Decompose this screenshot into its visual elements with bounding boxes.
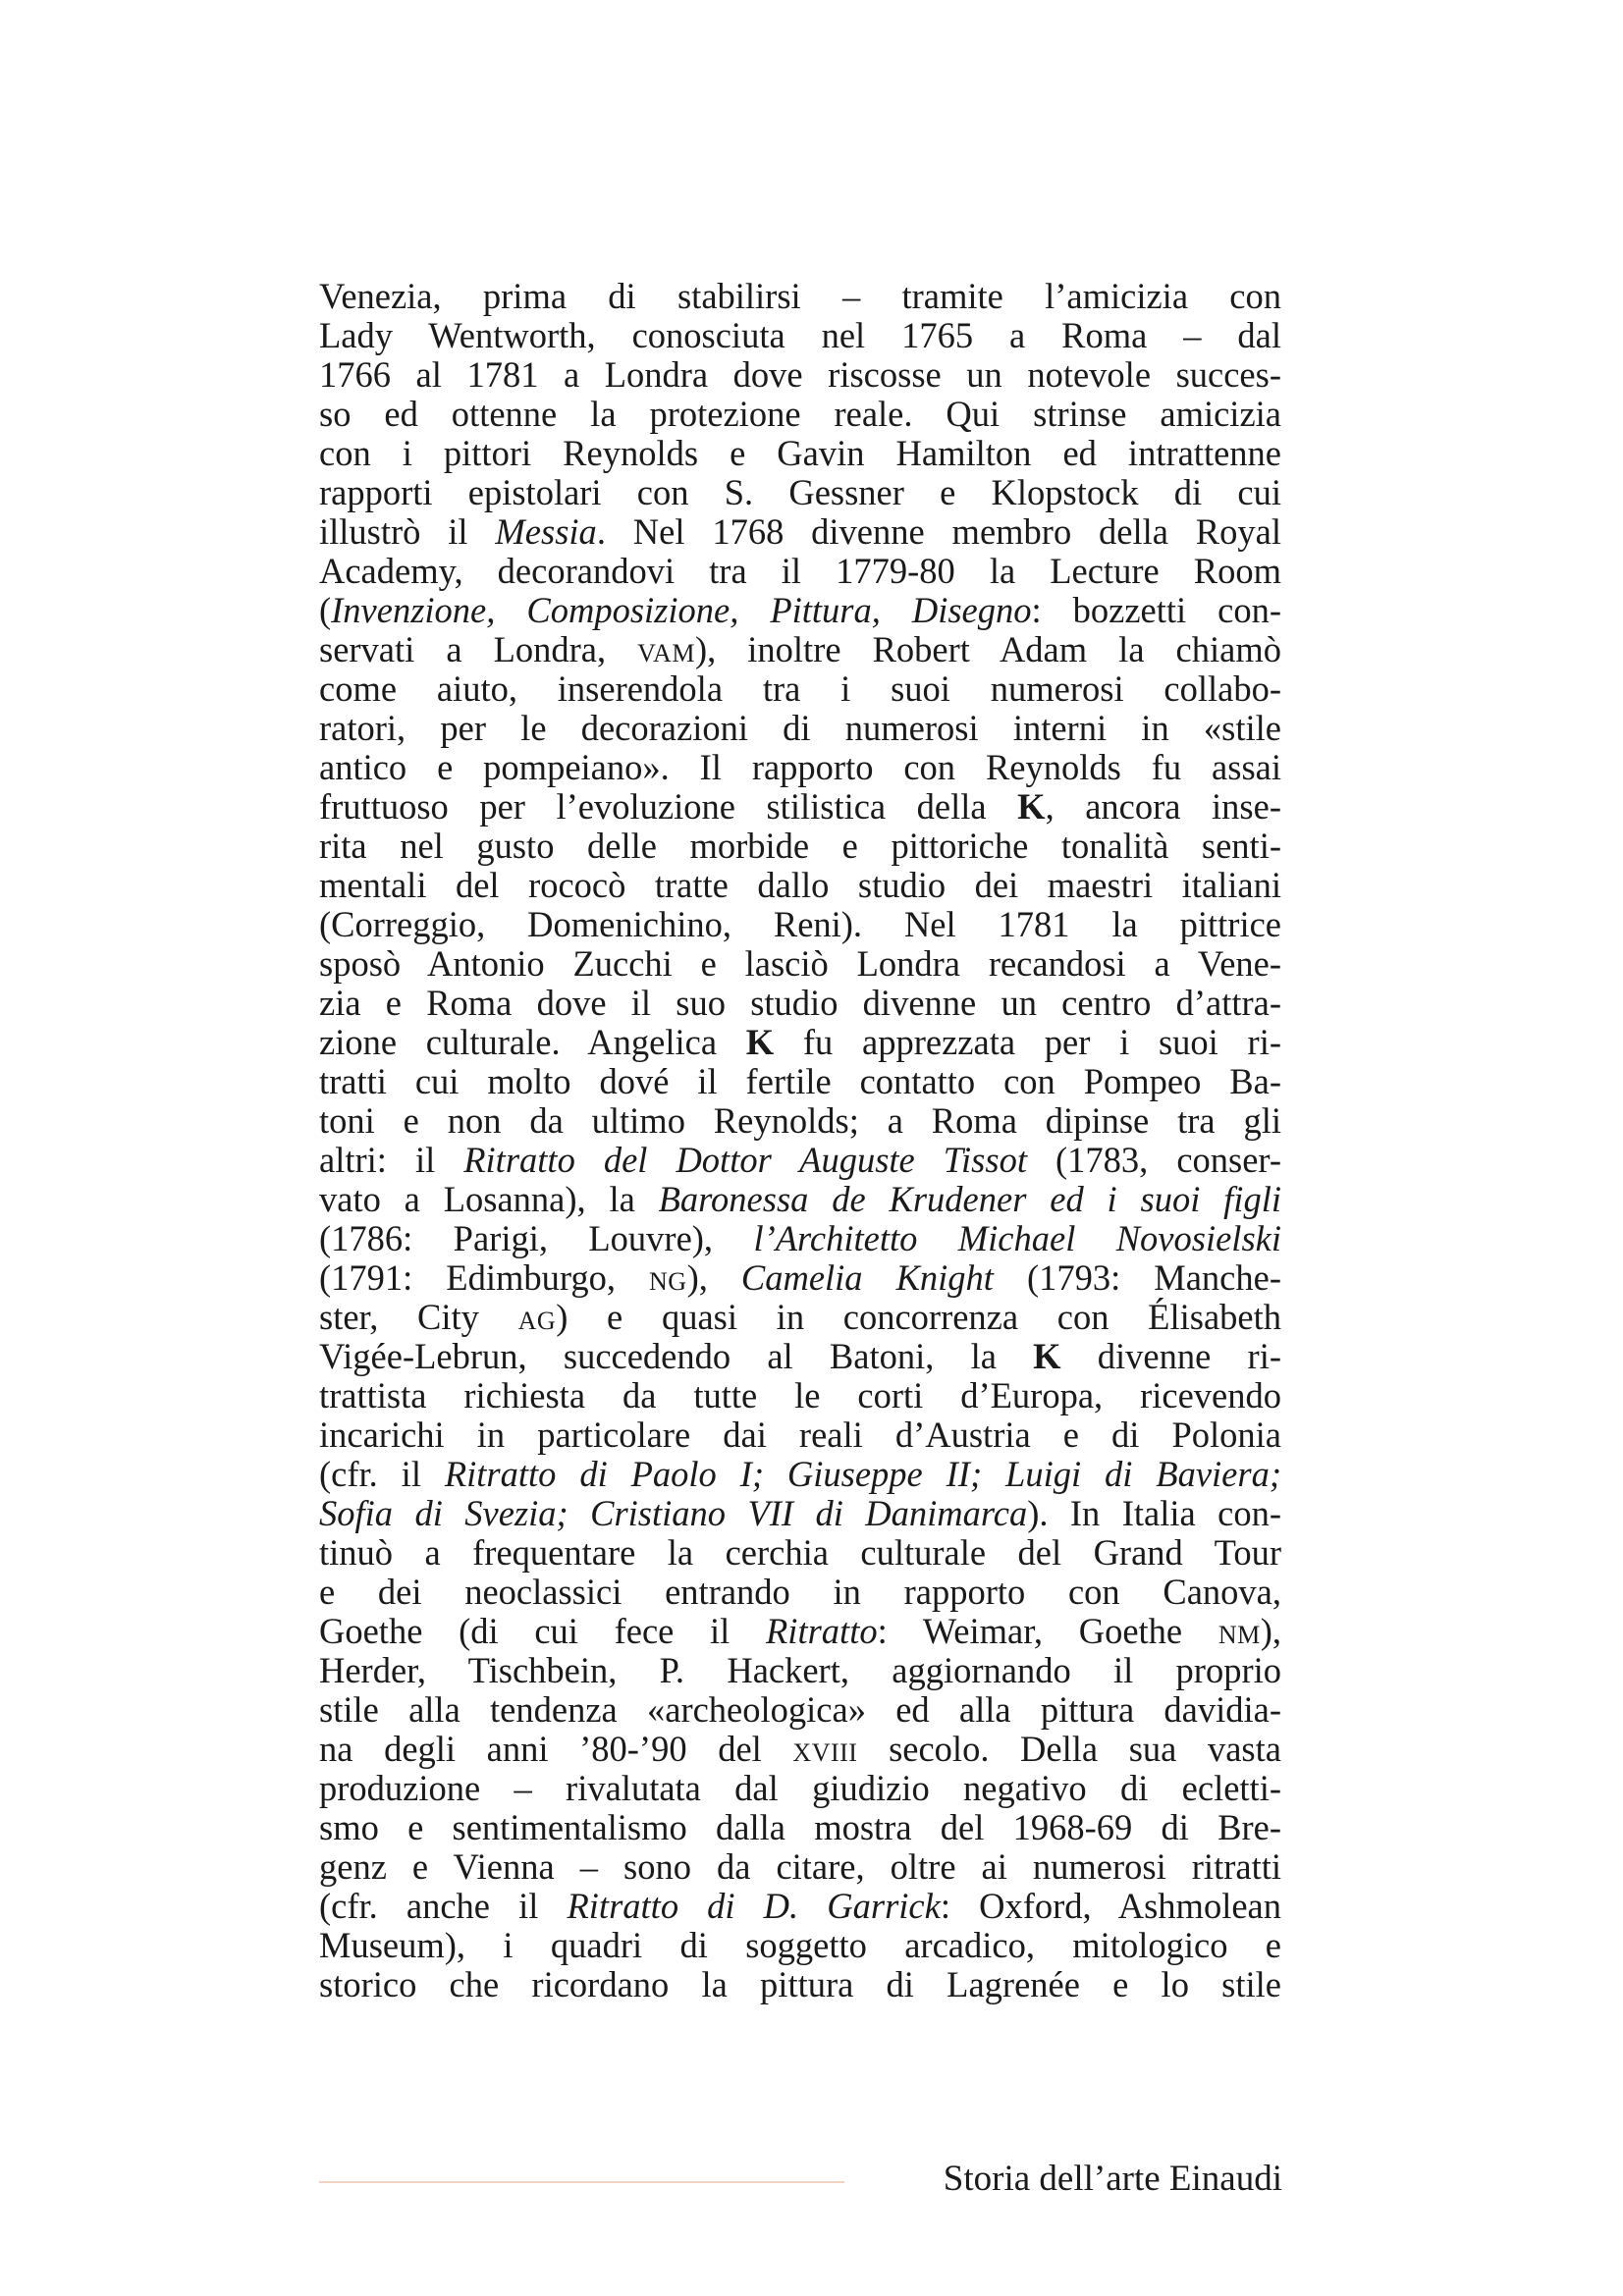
text-line xyxy=(319,1258,1281,1298)
text-segment: : Oxford, Ashmolean xyxy=(940,1886,1281,1926)
bold-initial: K xyxy=(1033,1336,1061,1376)
text-segment: ster, City xyxy=(319,1297,518,1337)
text-segment: fruttuoso per l’evoluzione stilistica della xyxy=(319,786,1018,827)
text-line xyxy=(319,1141,1281,1180)
text-segment: : bozzetti con- xyxy=(1031,590,1281,630)
footer-rule xyxy=(319,2181,844,2183)
text-line xyxy=(319,1180,1281,1219)
text-segment: divenne ri- xyxy=(1060,1336,1282,1376)
text-segment: ), inoltre Robert Adam la chiamò xyxy=(694,629,1281,669)
text-segment: sposò Antonio Zucchi e lasciò Londra recandosi a Vene- xyxy=(319,943,1281,984)
text-line xyxy=(319,1376,1281,1415)
text-line xyxy=(319,944,1281,984)
museum-abbreviation: ag xyxy=(517,1297,557,1337)
text-segment: (1793: Manche- xyxy=(993,1257,1281,1298)
text-segment: secolo. Della sua vasta xyxy=(857,1729,1281,1769)
text-segment: (cfr. il xyxy=(319,1454,445,1494)
text-line xyxy=(319,630,1281,669)
text-line xyxy=(319,434,1281,473)
text-segment: rita nel gusto delle morbide e pittoriche tonalità senti- xyxy=(319,826,1281,866)
text-segment: toni e non da ultimo Reynolds; a Roma dipinse tra gli xyxy=(319,1100,1281,1141)
text-segment: mentali del rococò tratte dallo studio dei maestri italiani xyxy=(319,865,1281,905)
body-text xyxy=(319,277,1281,2004)
bold-initial: K xyxy=(745,1022,775,1062)
text-line xyxy=(319,669,1281,709)
text-segment: rapporti epistolari con S. Gessner e Klopstock di cui xyxy=(319,472,1281,512)
text-line xyxy=(319,473,1281,512)
italic-title: Ritratto del Dottor Auguste Tissot xyxy=(463,1140,1027,1180)
text-line xyxy=(319,1023,1281,1062)
text-segment: illustrò il xyxy=(319,511,496,552)
italic-title: Ritratto di Paolo I; Giuseppe II; Luigi di Baviera; xyxy=(444,1454,1281,1494)
text-segment: tinuò a frequentare la cerchia culturale del Grand Tour xyxy=(319,1532,1281,1573)
footer-title: Storia dell’arte Einaudi xyxy=(943,2159,1282,2199)
text-segment: : Weimar, Goethe xyxy=(877,1611,1218,1651)
text-segment: servati a Londra, xyxy=(319,629,638,669)
text-segment: Herder, Tischbein, P. Hackert, aggiornando il proprio xyxy=(319,1650,1281,1690)
italic-title: l’Architetto Michael Novosielski xyxy=(753,1218,1281,1258)
text-segment: trattista richiesta da tutte le corti d’Europa, ricevendo xyxy=(319,1375,1281,1415)
text-segment: Lady Wentworth, conosciuta nel 1765 a Roma – dal xyxy=(319,315,1281,355)
italic-title: Messia xyxy=(495,511,597,552)
text-line xyxy=(319,552,1281,591)
text-line xyxy=(319,1573,1281,1612)
text-segment: so ed ottenne la protezione reale. Qui strinse amicizia xyxy=(319,394,1281,434)
text-segment: produzione – rivalutata dal giudizio negativo di ecletti- xyxy=(319,1768,1281,1808)
text-line xyxy=(319,905,1281,944)
text-segment: incarichi in particolare dai reali d’Austria e di Polonia xyxy=(319,1415,1281,1455)
italic-title: Camelia Knight xyxy=(740,1257,994,1298)
text-line xyxy=(319,709,1281,748)
text-segment: (cfr. anche il xyxy=(319,1886,568,1926)
text-segment: ) e quasi in concorrenza con Élisabeth xyxy=(556,1297,1281,1337)
text-segment: . Nel 1768 divenne membro della Royal xyxy=(596,511,1281,552)
text-line xyxy=(319,1415,1281,1455)
text-segment: (1791: Edimburgo, xyxy=(319,1257,650,1298)
text-line xyxy=(319,355,1281,395)
text-segment: (Correggio, Domenichino, Reni). Nel 1781 la pittrice xyxy=(319,904,1281,944)
text-line xyxy=(319,1887,1281,1926)
italic-title: Baronessa de Krudener ed i suoi figli xyxy=(658,1179,1281,1219)
text-segment: zione culturale. Angelica xyxy=(319,1022,746,1062)
text-line xyxy=(319,1219,1281,1258)
museum-abbreviation: vam xyxy=(637,629,695,669)
text-segment: come aiuto, inserendola tra i suoi numerosi collabo- xyxy=(319,668,1281,709)
text-line xyxy=(319,1651,1281,1690)
text-segment: altri: il xyxy=(319,1140,464,1180)
museum-abbreviation: nm xyxy=(1217,1611,1261,1651)
text-segment: genz e Vienna – sono da citare, oltre ai numerosi ritratti xyxy=(319,1846,1281,1887)
italic-title: Sofia di Svezia; Cristiano VII di Danimarca xyxy=(319,1493,1028,1533)
text-line xyxy=(319,827,1281,866)
text-line xyxy=(319,316,1281,355)
text-line xyxy=(319,1690,1281,1730)
text-line xyxy=(319,277,1281,316)
text-segment: Vigée-Lebrun, succedendo al Batoni, la xyxy=(319,1336,1034,1376)
text-segment: smo e sentimentalismo dalla mostra del 1968-69 di Bre- xyxy=(319,1807,1281,1847)
text-segment: vato a Losanna), la xyxy=(319,1179,659,1219)
text-line xyxy=(319,1965,1281,2004)
text-segment: storico che ricordano la pittura di Lagrenée e lo stile xyxy=(319,1964,1281,2004)
text-line xyxy=(319,1612,1281,1651)
text-segment: antico e pompeiano». Il rapporto con Reynolds fu assai xyxy=(319,747,1281,787)
bold-initial: K xyxy=(1017,786,1046,827)
text-line xyxy=(319,748,1281,787)
italic-title: Ritratto di D. Garrick xyxy=(567,1886,941,1926)
text-line xyxy=(319,395,1281,434)
text-segment: ), xyxy=(1260,1611,1281,1651)
text-segment: e dei neoclassici entrando in rapporto con Canova, xyxy=(319,1572,1281,1612)
text-line xyxy=(319,512,1281,552)
text-line xyxy=(319,1769,1281,1808)
text-segment: (1783, conser- xyxy=(1027,1140,1282,1180)
museum-abbreviation: xviii xyxy=(792,1729,858,1769)
text-segment: Goethe (di cui fece il xyxy=(319,1611,767,1651)
text-line xyxy=(319,1337,1281,1376)
italic-title: Invenzione, Composizione, Pittura, Disegno xyxy=(331,590,1032,630)
text-segment: zia e Roma dove il suo studio divenne un centro d’attra- xyxy=(319,983,1281,1023)
text-segment: Academy, decorandovi tra il 1779-80 la Lecture Room xyxy=(319,551,1281,591)
text-line xyxy=(319,787,1281,827)
text-line xyxy=(319,1847,1281,1887)
text-segment: ), xyxy=(686,1257,741,1298)
text-line xyxy=(319,1062,1281,1101)
museum-abbreviation: ng xyxy=(649,1257,687,1298)
text-segment: na degli anni ’80-’90 del xyxy=(319,1729,793,1769)
text-segment: con i pittori Reynolds e Gavin Hamilton ed intrattenne xyxy=(319,433,1281,473)
text-segment: stile alla tendenza «archeologica» ed alla pittura davidia- xyxy=(319,1689,1281,1730)
text-segment: tratti cui molto dové il fertile contatto con Pompeo Ba- xyxy=(319,1061,1281,1101)
text-segment: fu apprezzata per i suoi ri- xyxy=(774,1022,1281,1062)
text-segment: Museum), i quadri di soggetto arcadico, mitologico e xyxy=(319,1925,1281,1965)
text-line xyxy=(319,1494,1281,1533)
text-line xyxy=(319,866,1281,905)
text-segment: ratori, per le decorazioni di numerosi interni in «stile xyxy=(319,708,1281,748)
text-line xyxy=(319,1455,1281,1494)
text-segment: ( xyxy=(319,590,332,630)
text-line xyxy=(319,1926,1281,1965)
text-line xyxy=(319,1533,1281,1573)
text-segment: 1766 al 1781 a Londra dove riscosse un notevole succes- xyxy=(319,354,1281,395)
text-line xyxy=(319,1808,1281,1847)
italic-title: Ritratto xyxy=(766,1611,878,1651)
text-line xyxy=(319,1101,1281,1141)
text-line xyxy=(319,1298,1281,1337)
text-line xyxy=(319,984,1281,1023)
text-segment: ). In Italia con- xyxy=(1027,1493,1281,1533)
text-line xyxy=(319,1730,1281,1769)
text-segment: (1786: Parigi, Louvre), xyxy=(319,1218,754,1258)
text-segment: Venezia, prima di stabilirsi – tramite l’amicizia con xyxy=(319,276,1281,316)
text-segment: , ancora inse- xyxy=(1045,786,1281,827)
text-line xyxy=(319,591,1281,630)
